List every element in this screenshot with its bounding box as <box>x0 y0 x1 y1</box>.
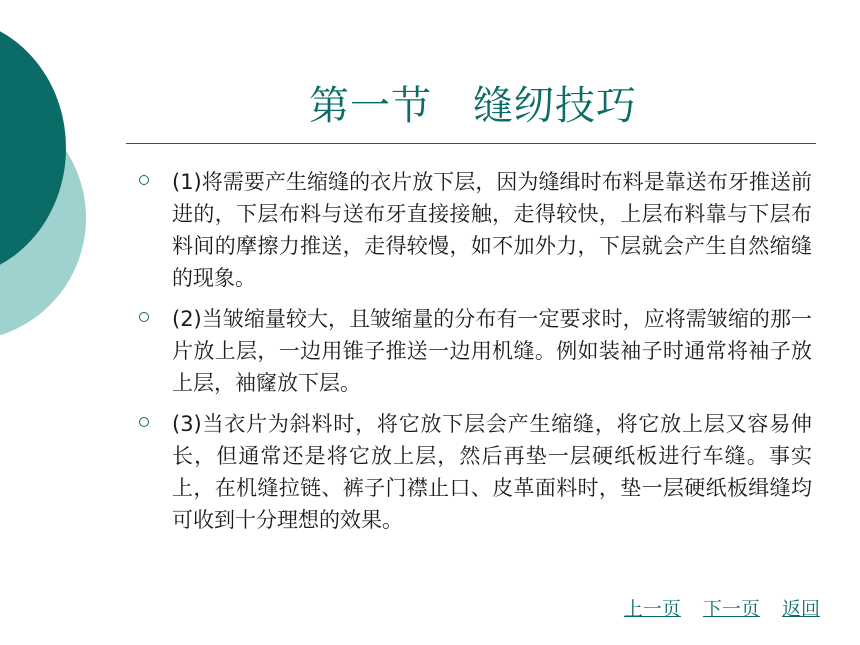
list-item <box>132 303 812 399</box>
bullet-text: (3)当衣片为斜料时，将它放下层会产生缩缝，将它放上层又容易伸长，但通常还是将它放上层，然后再垫一层硬纸板进行车缝。事实上，在机缝拉链、裤子门襟止口、皮革面料时，垫一层硬纸板缉缝均可收到十分理想的效果。 <box>172 412 812 532</box>
title-divider <box>126 143 816 144</box>
next-page-link[interactable]: 下一页 <box>702 598 760 620</box>
prev-page-link[interactable]: 上一页 <box>623 598 681 620</box>
bullet-text: (2)当皱缩量较大，且皱缩量的分布有一定要求时，应将需皱缩的那一片放上层，一边用锥子推送一边用机缝。例如装袖子时通常将袖子放上层，袖窿放下层。 <box>172 307 812 395</box>
list-item <box>132 408 812 536</box>
circle-bullet-icon <box>139 417 149 427</box>
bullet-list <box>132 166 812 545</box>
list-item <box>132 166 812 294</box>
slide-title: 第一节 缝纫技巧 <box>309 83 637 129</box>
circle-bullet-icon <box>139 312 149 322</box>
back-link[interactable]: 返回 <box>781 598 820 620</box>
slide-navigation <box>624 597 820 621</box>
bullet-text: (1)将需要产生缩缝的衣片放下层，因为缝缉时布料是靠送布牙推送前进的，下层布料与送布牙直接接触，走得较快，上层布料靠与下层布料间的摩擦力推送，走得较慢，如不加外力，下层就会产生自然缩缝的现象。 <box>172 170 812 290</box>
circle-bullet-icon <box>139 175 149 185</box>
